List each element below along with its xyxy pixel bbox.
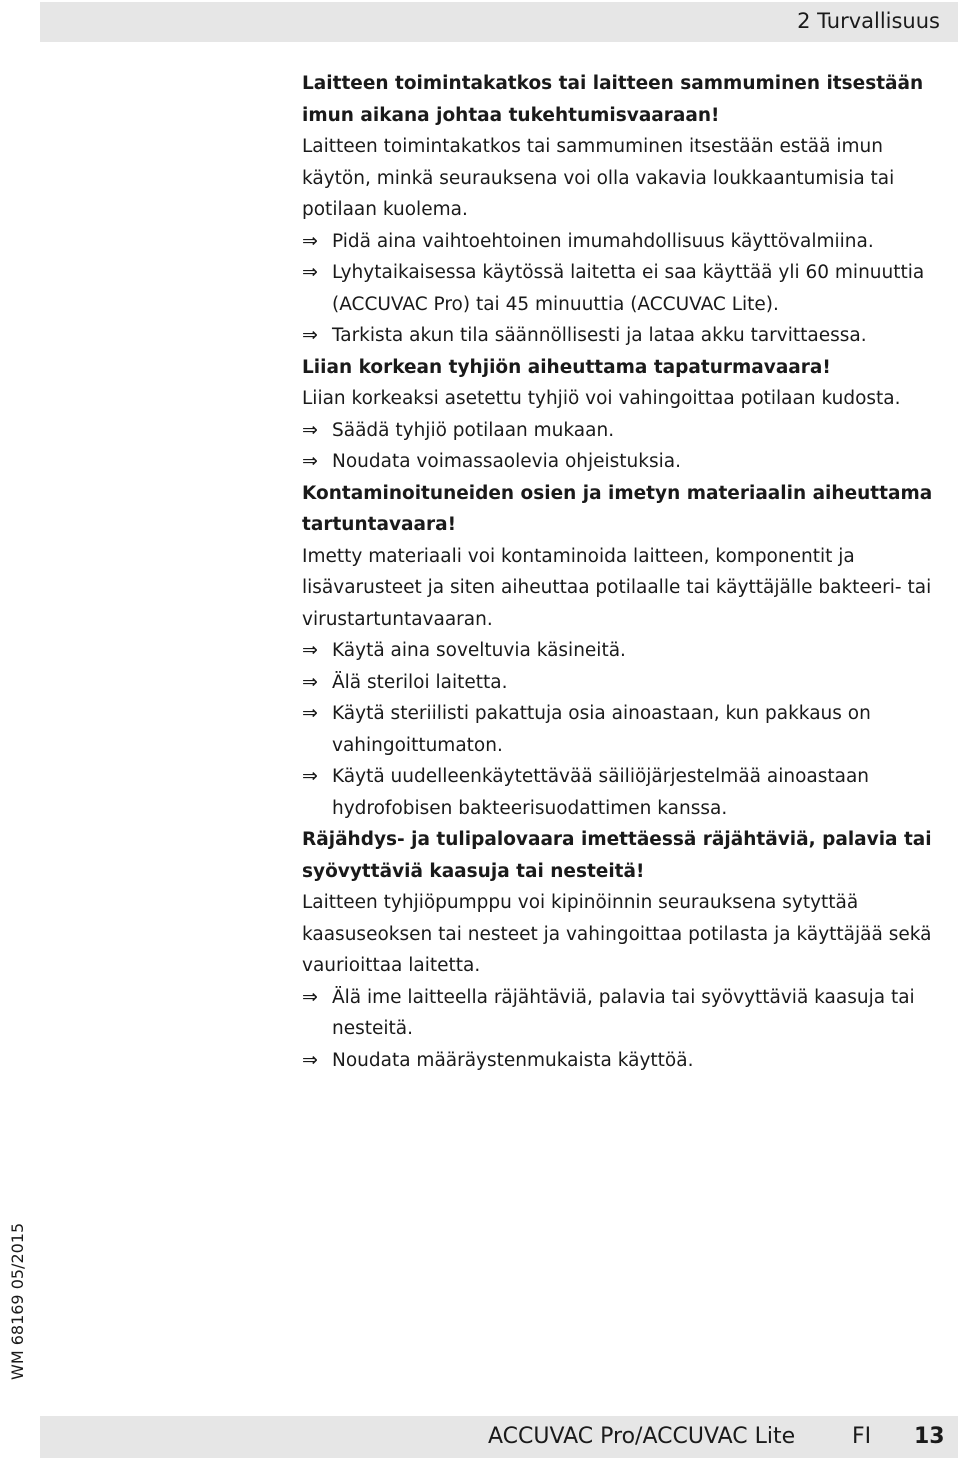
arrow-right-icon: ⇒: [302, 324, 318, 346]
warning-heading-line: syövyttäviä kaasuja tai nesteitä!: [302, 860, 645, 882]
warning-body-line: kaasuseoksen tai nesteet ja vahingoittaa potilasta ja käyttäjää sekä: [302, 923, 932, 945]
instruction-text-line: Älä ime laitteella räjähtäviä, palavia tai syövyttäviä kaasuja tai: [332, 986, 915, 1008]
warning-heading-line: Liian korkean tyhjiön aiheuttama tapaturmavaara!: [302, 356, 831, 378]
instruction-text-line: Käytä steriilisti pakattuja osia ainoastaan, kun pakkaus on: [332, 703, 871, 724]
instruction-item: [302, 667, 952, 699]
instruction-text-line: Käytä aina soveltuvia käsineitä.: [332, 640, 626, 661]
warning-body-line: lisävarusteet ja siten aiheuttaa potilaalle tai käyttäjälle bakteeri- tai: [302, 577, 932, 598]
instruction-item: [302, 1045, 952, 1077]
instruction-item: [302, 257, 952, 320]
footer-language: FI: [852, 1424, 872, 1449]
arrow-right-icon: ⇒: [302, 670, 318, 693]
warning-block: [302, 352, 952, 478]
instruction-item: [302, 761, 952, 824]
arrow-right-icon: ⇒: [302, 450, 318, 472]
instruction-text-line: Älä steriloi laitetta.: [332, 671, 508, 693]
instruction-text-line: Noudata määräystenmukaista käyttöä.: [332, 1049, 694, 1071]
warning-block: [302, 68, 952, 352]
instruction-text-line: hydrofobisen bakteerisuodattimen kanssa.: [332, 797, 728, 819]
instruction-text-line: vahingoittumaton.: [332, 734, 503, 756]
warning-body-line: Laitteen toimintakatkos tai sammuminen itsestään estää imun: [302, 136, 883, 157]
warning-body-line: Imetty materiaali voi kontaminoida laitteen, komponentit ja: [302, 545, 855, 567]
instruction-item: [302, 320, 952, 352]
footer-product-name: ACCUVAC Pro/ACCUVAC Lite: [488, 1424, 796, 1449]
instruction-item: [302, 635, 952, 667]
instruction-text-line: Lyhytaikaisessa käytössä laitetta ei saa käyttää yli 60 minuuttia: [332, 262, 925, 283]
arrow-right-icon: ⇒: [302, 985, 318, 1008]
instruction-text-line: nesteitä.: [332, 1018, 413, 1039]
instruction-text-line: Tarkista akun tila säännöllisesti ja lataa akku tarvittaessa.: [332, 325, 867, 346]
page-footer: [40, 1416, 958, 1458]
instruction-item: [302, 982, 952, 1045]
instruction-text-line: Pidä aina vaihtoehtoinen imumahdollisuus käyttövalmiina.: [332, 230, 874, 252]
instruction-text-line: (ACCUVAC Pro) tai 45 minuuttia (ACCUVAC Lite).: [332, 293, 779, 315]
warning-body-line: vaurioittaa laitetta.: [302, 955, 481, 976]
arrow-right-icon: ⇒: [302, 765, 318, 787]
arrow-right-icon: ⇒: [302, 1048, 318, 1071]
instruction-item: [302, 446, 952, 478]
warning-body-line: potilaan kuolema.: [302, 199, 468, 220]
arrow-right-icon: ⇒: [302, 702, 318, 724]
arrow-right-icon: ⇒: [302, 261, 318, 283]
instruction-item: [302, 698, 952, 761]
section-title: 2 Turvallisuus: [797, 9, 940, 33]
instruction-text-line: Noudata voimassaolevia ohjeistuksia.: [332, 451, 681, 472]
arrow-right-icon: ⇒: [302, 229, 318, 252]
instruction-item: [302, 226, 952, 258]
warning-heading-line: Laitteen toimintakatkos tai laitteen sammuminen itsestään: [302, 73, 924, 94]
page-header: [40, 2, 958, 42]
warning-block: [302, 824, 952, 1076]
warning-heading-line: Räjähdys- ja tulipalovaara imettäessä räjähtäviä, palavia tai: [302, 829, 932, 850]
warning-body-line: virustartuntavaaran.: [302, 608, 493, 630]
warning-heading-line: Kontaminoituneiden osien ja imetyn materiaalin aiheuttama: [302, 482, 933, 504]
warning-content: [302, 68, 952, 1076]
arrow-right-icon: ⇒: [302, 639, 318, 661]
instruction-item: [302, 415, 952, 447]
instruction-text-line: Käytä uudelleenkäytettävää säiliöjärjestelmää ainoastaan: [332, 766, 870, 787]
warning-body-line: käytön, minkä seurauksena voi olla vakavia loukkaantumisia tai: [302, 167, 895, 189]
warning-body-line: Liian korkeaksi asetettu tyhjiö voi vahingoittaa potilaan kudosta.: [302, 388, 901, 409]
warning-block: [302, 478, 952, 825]
arrow-right-icon: ⇒: [302, 418, 318, 441]
instruction-text-line: Säädä tyhjiö potilaan mukaan.: [332, 419, 615, 441]
page-number: 13: [914, 1424, 945, 1449]
document-code: WM 68169 05/2015: [8, 1222, 27, 1380]
warning-heading-line: imun aikana johtaa tukehtumisvaaraan!: [302, 104, 720, 126]
warning-body-line: Laitteen tyhjiöpumppu voi kipinöinnin seurauksena sytyttää: [302, 892, 859, 913]
warning-heading-line: tartuntavaara!: [302, 514, 457, 535]
